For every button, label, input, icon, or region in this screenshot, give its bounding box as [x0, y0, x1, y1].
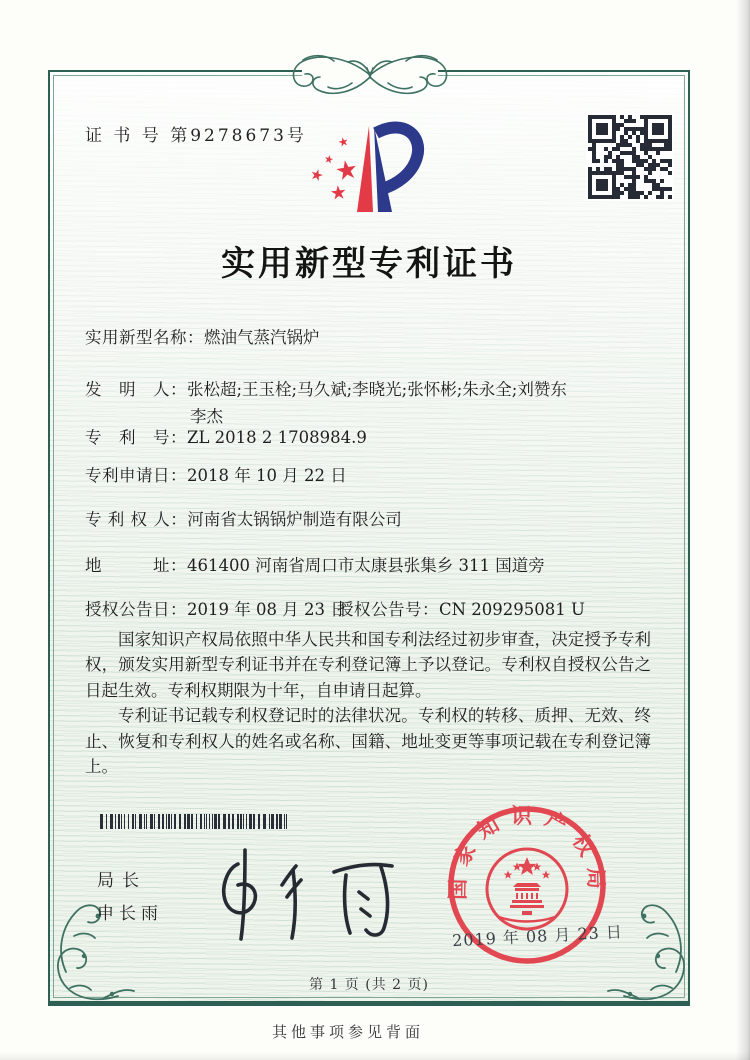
scan-edge-shadow: [736, 0, 750, 1060]
legal-text-block: [85, 627, 651, 779]
field-label: 专利申请日：: [85, 466, 187, 485]
field-label: 授权公告日：: [85, 600, 187, 619]
top-filigree-ornament: [268, 50, 472, 102]
commissioner-name-label: 申长雨: [97, 904, 163, 924]
handwritten-signature: [208, 842, 408, 942]
barcode: [100, 814, 290, 829]
logo-p-mark: [352, 120, 427, 218]
field-value-line2: 李杰: [190, 407, 223, 426]
legal-paragraph-1: 国家知识产权局依照中华人民共和国专利法经过初步审查，决定授予专利权，颁发实用新型专利证书并在专利登记簿上予以登记。专利权自授权公告之日起生效。专利权期限为十年，自申请日起算。: [85, 630, 651, 700]
field-label: 授权公告号：: [337, 600, 439, 619]
field-value: 燃油气蒸汽锅炉: [204, 328, 320, 347]
field-address: [85, 552, 545, 579]
field-value: 461400 河南省周口市太康县张集乡 311 国道旁: [187, 556, 545, 575]
logo-star-icon: ★: [328, 181, 349, 205]
logo-star-icon: ★: [332, 154, 361, 188]
field-filing-date: [85, 462, 347, 489]
field-value: 2019 年 08 月 23 日: [187, 600, 347, 619]
field-label: 实用新型名称：: [85, 328, 204, 347]
field-label: 地 址：: [85, 556, 187, 575]
field-value: CN 209295081 U: [439, 600, 585, 619]
logo-star-icon: ★: [307, 164, 326, 186]
certificate-number: 证 书 号 第9278673号: [85, 126, 307, 146]
field-grant-date: [85, 596, 585, 623]
field-value: ZL 2018 2 1708984.9: [187, 428, 367, 447]
legal-paragraph-2: 专利证书记载专利权登记时的法律状况。专利权的转移、质押、无效、终止、恢复和专利权人的姓名或名称、国籍、地址变更等事项记载在专利登记簿上。: [85, 706, 651, 777]
logo-star-icon: ★: [322, 152, 336, 167]
field-patentee: [85, 506, 402, 533]
field-value: 2018 年 10 月 22 日: [187, 466, 347, 485]
scan-edge-shadow: [0, 1052, 750, 1060]
cnipa-logo: [302, 106, 427, 221]
seal-date: 2019 年 08 月 23 日: [451, 922, 624, 951]
field-label: 发 明 人：: [85, 380, 187, 399]
field-value: 河南省太锅锅炉制造有限公司: [187, 510, 402, 529]
field-grant-number: [337, 596, 585, 623]
page-number: 第 1 页 (共 2 页): [309, 977, 429, 993]
see-back-note: 其他事项参见背面: [271, 1023, 424, 1041]
field-label: 专 利 权 人：: [85, 510, 188, 529]
field-inventors: [85, 376, 567, 430]
certificate-title: 实用新型专利证书: [221, 244, 517, 284]
logo-star-icon: ★: [336, 133, 351, 151]
field-utility-model-name: [85, 324, 320, 351]
field-value: 张松超;王玉栓;马久斌;李晓光;张怀彬;朱永全;刘赞东: [187, 380, 567, 399]
commissioner-role-label: 局长: [97, 871, 147, 891]
seal-text: 国家知识产权局: [444, 803, 610, 900]
field-patent-number: [85, 424, 367, 451]
national-emblem-icon: [487, 849, 567, 929]
qr-code: [586, 113, 674, 201]
field-label: 专 利 号：: [85, 428, 187, 447]
